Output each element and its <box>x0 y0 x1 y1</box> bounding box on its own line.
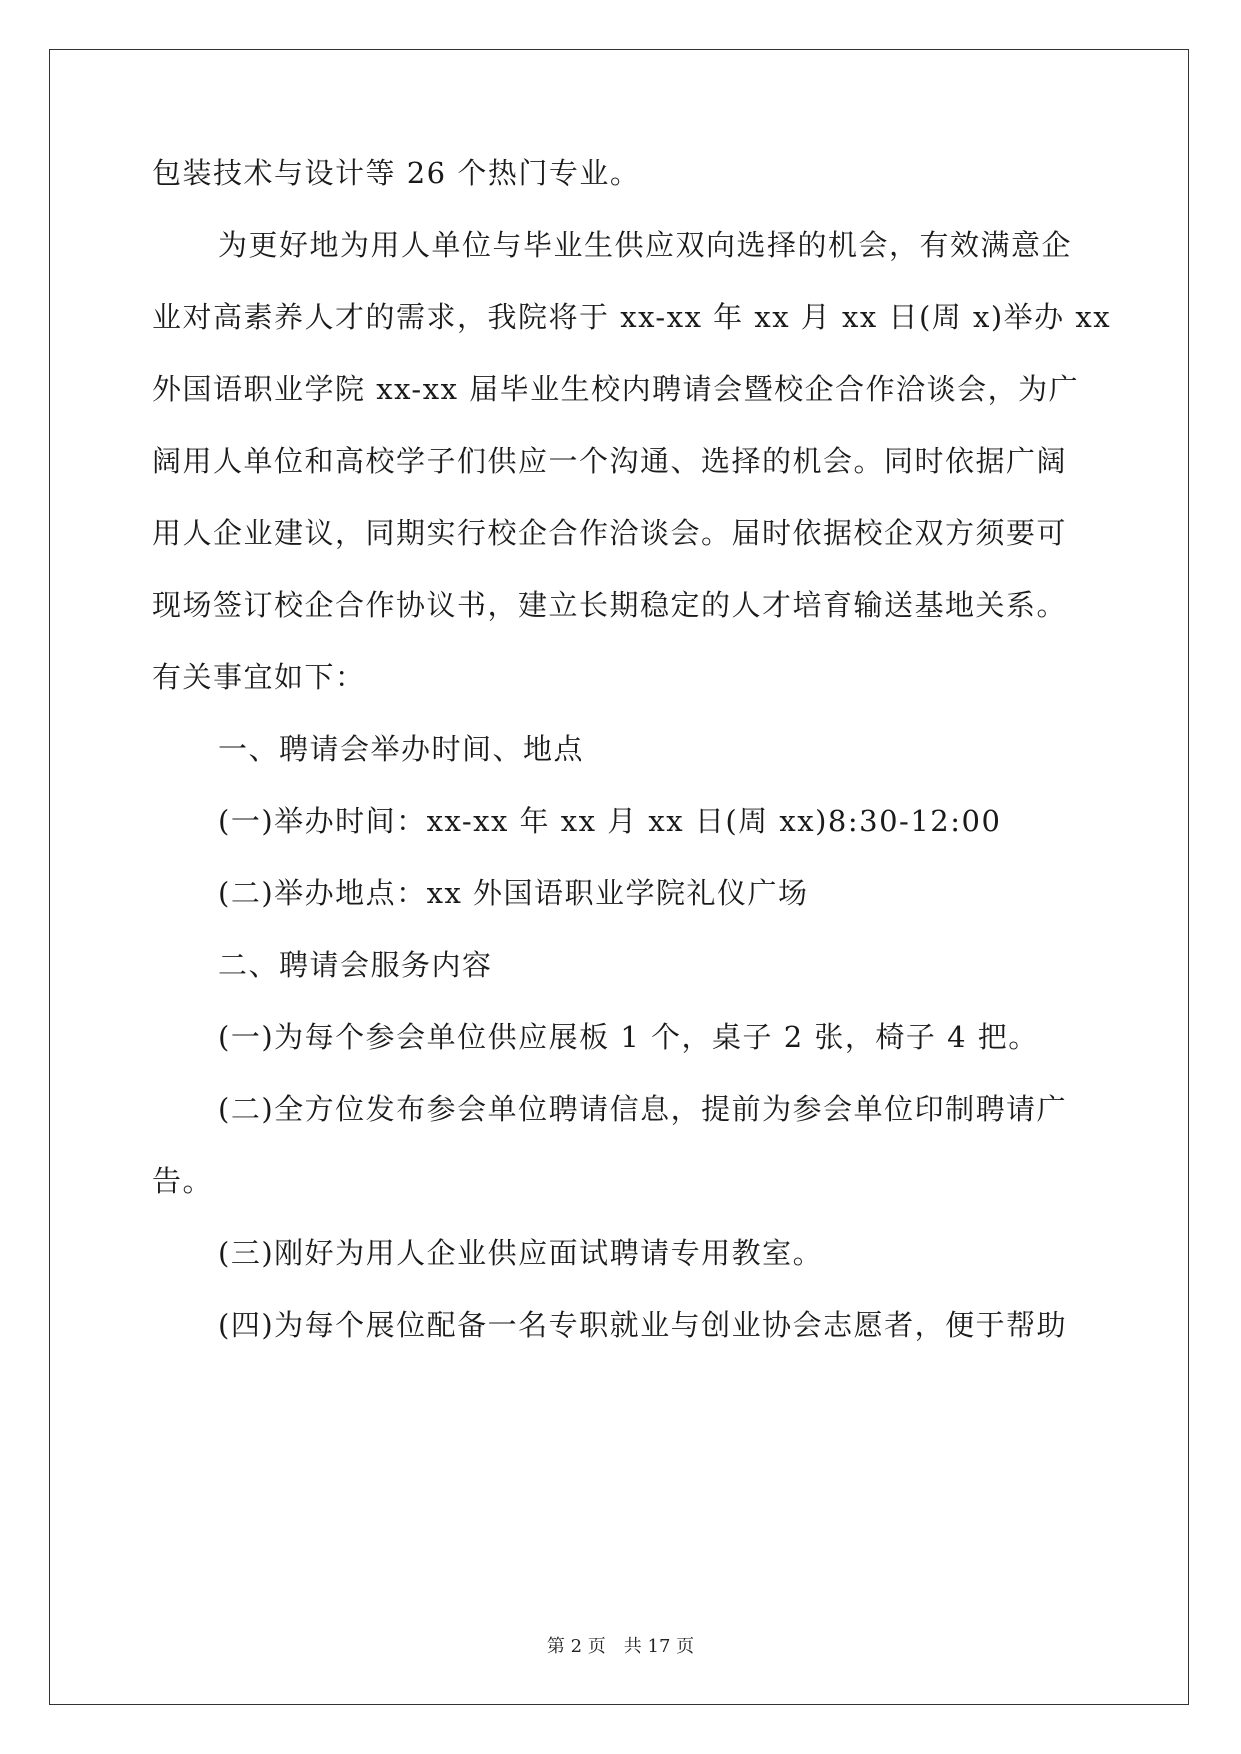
list-item: (四)为每个展位配备一名专职就业与创业协会志愿者，便于帮助 <box>218 1308 1068 1342</box>
paragraph-line: 为更好地为用人单位与毕业生供应双向选择的机会，有效满意企 <box>218 228 1073 262</box>
list-item: (二)举办地点：xx 外国语职业学院礼仪广场 <box>218 876 809 910</box>
list-item: (三)刚好为用人企业供应面试聘请专用教室。 <box>218 1236 824 1270</box>
text-line: 告。 <box>152 1164 214 1198</box>
document-body <box>152 0 1112 1754</box>
text-line: 业对高素养人才的需求，我院将于 xx-xx 年 xx 月 xx 日(周 x)举办 xx <box>152 300 1112 334</box>
list-item: (一)举办时间：xx-xx 年 xx 月 xx 日(周 xx)8:30-12:00 <box>218 804 1002 838</box>
section-heading: 一、聘请会举办时间、地点 <box>218 732 585 766</box>
text-line: 外国语职业学院 xx-xx 届毕业生校内聘请会暨校企合作洽谈会，为广 <box>152 372 1080 406</box>
text-line: 现场签订校企合作协议书，建立长期稳定的人才培育输送基地关系。 <box>152 588 1068 622</box>
text-line: 有关事宜如下： <box>152 660 366 694</box>
text-line: 阔用人单位和高校学子们供应一个沟通、选择的机会。同时依据广阔 <box>152 444 1068 478</box>
text-line: 用人企业建议，同期实行校企合作洽谈会。届时依据校企双方须要可 <box>152 516 1068 550</box>
section-heading: 二、聘请会服务内容 <box>218 948 493 982</box>
text-line: 包装技术与设计等 26 个热门专业。 <box>152 156 641 190</box>
list-item: (二)全方位发布参会单位聘请信息，提前为参会单位印制聘请广 <box>218 1092 1068 1126</box>
list-item: (一)为每个参会单位供应展板 1 个，桌子 2 张，椅子 4 把。 <box>218 1020 1039 1054</box>
page-footer: 第 2 页 共 17 页 <box>546 1636 695 1657</box>
